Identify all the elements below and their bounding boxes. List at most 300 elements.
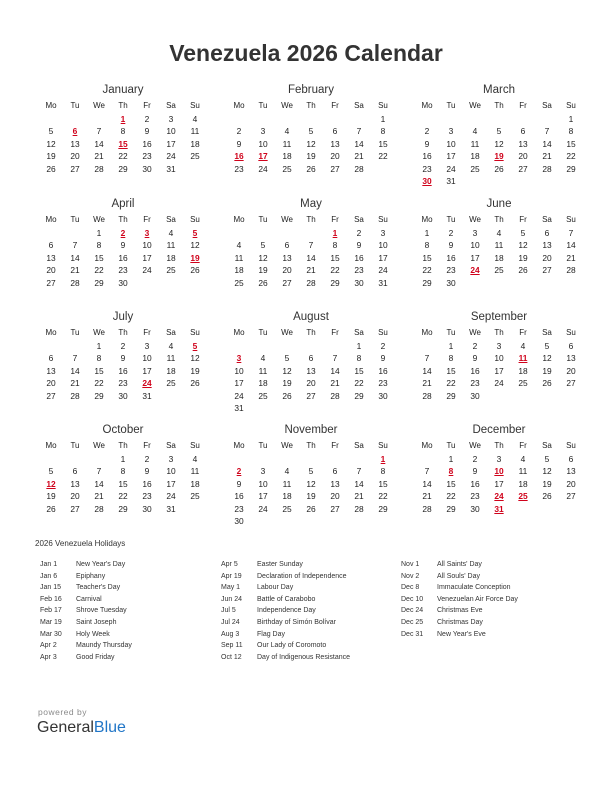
day-cell: 17	[166, 478, 176, 489]
weekday-header: Mo	[45, 441, 57, 450]
weekday-header: Fr	[143, 328, 151, 337]
empty-cell	[275, 113, 299, 126]
day-cell: 6	[332, 466, 338, 476]
weekday-header: We	[469, 215, 481, 224]
weekday-header: Su	[378, 101, 388, 110]
day-cell: 2	[144, 113, 150, 124]
day-cell: 1	[424, 227, 430, 238]
weekday-header: Th	[306, 441, 316, 450]
month-name: June	[486, 198, 512, 210]
holiday-name: Maundy Thursday	[76, 642, 132, 650]
day-cell: 15	[566, 138, 576, 149]
weekday-header: Tu	[258, 101, 268, 110]
weekday-header: Su	[378, 215, 388, 224]
weekday-header: Th	[306, 215, 316, 224]
powered-by-text: powered by	[38, 707, 87, 717]
empty-cell	[227, 453, 251, 466]
brand-logo-part2: Blue	[93, 719, 126, 736]
day-cell: 25	[494, 265, 504, 275]
day-cell: 7	[356, 466, 362, 476]
holiday-row	[401, 571, 581, 583]
day-cell: 12	[306, 138, 316, 149]
day-cell: 9	[380, 353, 386, 363]
holiday-date: Jan 6	[40, 572, 58, 580]
day-cell: 7	[96, 126, 102, 136]
weekday-header: We	[281, 215, 293, 224]
weekday-header: Th	[306, 328, 316, 337]
day-cell: 5	[48, 126, 54, 136]
day-cell: 10	[494, 353, 504, 363]
day-cell: 4	[260, 353, 266, 363]
day-cell: 10	[470, 240, 480, 250]
day-cell: 29	[94, 390, 104, 401]
day-cell: 29	[94, 277, 104, 288]
month-grid	[39, 327, 206, 402]
day-cell: 9	[424, 138, 430, 149]
day-cell: 10	[166, 126, 176, 136]
holiday-row	[40, 629, 220, 641]
day-cell: 9	[236, 478, 242, 489]
day-cell: 12	[282, 365, 292, 376]
day-cell: 18	[166, 252, 176, 263]
day-cell: 28	[542, 163, 552, 174]
day-cell: 20	[518, 151, 528, 161]
holiday-name: Venezuelan Air Force Day	[437, 595, 518, 603]
weekday-header: Tu	[258, 328, 268, 337]
holiday-date: Apr 3	[40, 653, 57, 661]
day-cell: 9	[120, 240, 126, 250]
holiday-date: Dec 10	[401, 595, 424, 603]
empty-cell	[227, 227, 251, 240]
day-cell: 20	[46, 265, 56, 275]
holiday-date: Nov 2	[401, 572, 420, 580]
day-cell: 13	[566, 353, 576, 363]
weekday-header: Th	[494, 441, 504, 450]
day-cell: 29	[446, 390, 456, 401]
day-cell: 5	[308, 126, 314, 136]
day-cell: 18	[166, 365, 176, 376]
holiday-name: Declaration of Independence	[257, 572, 347, 580]
day-cell: 23	[446, 265, 456, 275]
holiday-day-cell: 19	[190, 252, 200, 263]
day-cell: 28	[70, 277, 80, 288]
day-cell: 17	[446, 151, 456, 161]
day-cell: 27	[46, 277, 56, 288]
day-cell: 2	[120, 340, 126, 351]
day-cell: 30	[446, 277, 456, 288]
month-october	[40, 423, 206, 515]
day-cell: 22	[94, 378, 104, 388]
day-cell: 21	[542, 151, 552, 161]
day-cell: 3	[168, 113, 174, 124]
day-cell: 4	[496, 227, 502, 238]
holiday-date: Feb 16	[40, 595, 62, 603]
empty-cell	[87, 453, 111, 466]
day-cell: 16	[470, 478, 480, 489]
day-cell: 25	[190, 151, 200, 161]
day-cell: 15	[422, 252, 432, 263]
day-cell: 24	[234, 390, 244, 401]
holiday-day-cell: 24	[470, 265, 480, 275]
day-cell: 2	[424, 126, 430, 136]
holiday-row	[221, 617, 401, 629]
day-cell: 30	[234, 516, 244, 526]
day-cell: 9	[120, 353, 126, 363]
day-cell: 19	[542, 365, 552, 376]
day-cell: 15	[446, 478, 456, 489]
day-cell: 23	[118, 378, 128, 388]
day-cell: 25	[518, 378, 528, 388]
day-cell: 11	[190, 466, 200, 476]
weekday-header: Mo	[233, 101, 245, 110]
weekday-header: Fr	[331, 215, 339, 224]
holiday-row	[40, 652, 220, 664]
empty-cell	[299, 113, 323, 126]
weekday-header: Su	[378, 441, 388, 450]
day-cell: 6	[284, 240, 290, 250]
day-cell: 13	[70, 138, 80, 149]
day-cell: 10	[142, 240, 152, 250]
day-cell: 23	[470, 491, 480, 501]
day-cell: 6	[520, 126, 526, 136]
day-cell: 20	[330, 151, 340, 161]
day-cell: 8	[448, 353, 454, 363]
day-cell: 29	[330, 277, 340, 288]
month-december	[416, 423, 582, 515]
day-cell: 27	[282, 277, 292, 288]
month-name: January	[102, 84, 144, 96]
day-cell: 23	[142, 491, 152, 501]
day-cell: 17	[378, 252, 388, 263]
day-cell: 23	[354, 265, 364, 275]
holiday-day-cell: 1	[332, 227, 338, 238]
day-cell: 22	[330, 265, 340, 275]
weekday-header: Fr	[519, 101, 527, 110]
day-cell: 4	[192, 113, 198, 124]
day-cell: 7	[308, 240, 314, 250]
month-name: April	[111, 198, 135, 210]
day-cell: 25	[258, 390, 268, 401]
empty-cell	[299, 340, 323, 353]
day-cell: 15	[446, 365, 456, 376]
day-cell: 5	[520, 227, 526, 238]
day-cell: 3	[144, 340, 150, 351]
day-cell: 23	[470, 378, 480, 388]
day-cell: 22	[378, 491, 388, 501]
month-name: February	[287, 84, 335, 96]
day-cell: 31	[446, 176, 456, 186]
day-cell: 4	[520, 453, 526, 464]
weekday-header: Fr	[331, 101, 339, 110]
holiday-date: Dec 31	[401, 630, 424, 638]
day-cell: 26	[46, 503, 56, 514]
holiday-row	[401, 594, 581, 606]
day-cell: 24	[166, 151, 176, 161]
day-cell: 9	[144, 126, 150, 136]
holiday-name: New Year's Day	[76, 561, 126, 568]
holiday-date: Oct 12	[221, 653, 242, 661]
day-cell: 2	[144, 453, 150, 464]
holiday-date: Apr 2	[40, 642, 57, 650]
day-cell: 17	[234, 378, 244, 388]
day-cell: 19	[306, 491, 316, 501]
day-cell: 26	[542, 378, 552, 388]
holiday-row	[40, 605, 220, 617]
holiday-row	[40, 594, 220, 606]
weekday-header: We	[469, 101, 481, 110]
day-cell: 27	[330, 163, 340, 174]
day-cell: 8	[568, 126, 574, 136]
holiday-day-cell: 16	[234, 151, 244, 161]
day-cell: 22	[422, 265, 432, 275]
weekday-header: Su	[566, 215, 576, 224]
day-cell: 11	[190, 126, 200, 136]
day-cell: 24	[258, 163, 268, 174]
day-cell: 13	[46, 252, 56, 263]
weekday-header: Mo	[233, 441, 245, 450]
day-cell: 10	[258, 138, 268, 149]
day-cell: 15	[354, 365, 364, 376]
day-cell: 4	[192, 453, 198, 464]
holiday-column	[221, 559, 401, 663]
day-cell: 3	[380, 227, 386, 238]
day-cell: 28	[94, 163, 104, 174]
month-grid	[227, 440, 394, 528]
day-cell: 26	[306, 503, 316, 514]
brand-logo[interactable]	[37, 719, 126, 737]
day-cell: 1	[96, 340, 102, 351]
holiday-name: All Souls' Day	[437, 572, 480, 580]
day-cell: 29	[378, 503, 388, 514]
day-cell: 2	[236, 126, 242, 136]
day-cell: 20	[542, 252, 552, 263]
day-cell: 14	[542, 138, 552, 149]
day-cell: 14	[422, 478, 432, 489]
day-cell: 24	[258, 503, 268, 514]
day-cell: 3	[472, 227, 478, 238]
holiday-day-cell: 2	[236, 466, 242, 476]
weekday-header: Sa	[542, 101, 552, 110]
day-cell: 22	[118, 491, 128, 501]
empty-cell	[251, 340, 275, 353]
month-grid	[227, 327, 394, 415]
day-cell: 1	[96, 227, 102, 238]
day-cell: 25	[166, 378, 176, 388]
day-cell: 22	[446, 378, 456, 388]
day-cell: 14	[354, 138, 364, 149]
day-cell: 9	[236, 138, 242, 149]
day-cell: 28	[354, 163, 364, 174]
holiday-date: Feb 17	[40, 607, 62, 615]
holiday-column	[40, 559, 220, 663]
holiday-day-cell: 25	[518, 491, 528, 501]
holiday-date: Apr 5	[221, 561, 238, 568]
holiday-day-cell: 30	[422, 176, 432, 186]
day-cell: 13	[46, 365, 56, 376]
day-cell: 14	[354, 478, 364, 489]
day-cell: 14	[306, 252, 316, 263]
holiday-row	[40, 582, 220, 594]
holiday-row	[401, 582, 581, 594]
day-cell: 26	[282, 390, 292, 401]
day-cell: 4	[168, 227, 174, 238]
holiday-date: Apr 19	[221, 572, 242, 580]
day-cell: 28	[422, 503, 432, 514]
day-cell: 9	[356, 240, 362, 250]
day-cell: 1	[356, 340, 362, 351]
holiday-name: Independence Day	[257, 607, 316, 615]
day-cell: 16	[354, 252, 364, 263]
day-cell: 5	[544, 340, 550, 351]
day-cell: 25	[470, 163, 480, 174]
holiday-day-cell: 2	[120, 227, 126, 238]
day-cell: 6	[48, 240, 54, 250]
day-cell: 5	[544, 453, 550, 464]
day-cell: 27	[70, 163, 80, 174]
day-cell: 12	[518, 240, 528, 250]
day-cell: 23	[118, 265, 128, 275]
day-cell: 18	[234, 265, 244, 275]
day-cell: 25	[282, 163, 292, 174]
weekday-header: Su	[378, 328, 388, 337]
day-cell: 14	[70, 252, 80, 263]
weekday-header: Mo	[421, 328, 433, 337]
day-cell: 8	[380, 466, 386, 476]
day-cell: 27	[330, 503, 340, 514]
day-cell: 4	[236, 240, 242, 250]
day-cell: 14	[94, 478, 104, 489]
holiday-date: Dec 8	[401, 584, 420, 592]
holiday-date: Jul 24	[221, 618, 240, 626]
day-cell: 27	[306, 390, 316, 401]
day-cell: 11	[518, 466, 528, 476]
day-cell: 9	[472, 353, 478, 363]
day-cell: 27	[566, 491, 576, 501]
weekday-header: Sa	[354, 328, 364, 337]
month-name: October	[102, 424, 144, 436]
day-cell: 23	[142, 151, 152, 161]
holiday-name: Day of Indigenous Resistance	[257, 653, 350, 661]
holiday-day-cell: 3	[144, 227, 150, 238]
weekday-header: We	[281, 441, 293, 450]
day-cell: 8	[120, 466, 126, 476]
weekday-header: Fr	[143, 101, 151, 110]
weekday-header: Fr	[519, 328, 527, 337]
empty-cell	[39, 453, 63, 466]
holiday-row	[401, 605, 581, 617]
holiday-day-cell: 6	[72, 126, 78, 136]
day-cell: 2	[472, 340, 478, 351]
weekday-header: Tu	[446, 441, 456, 450]
day-cell: 20	[566, 365, 576, 376]
day-cell: 15	[118, 478, 128, 489]
weekday-header: We	[93, 328, 105, 337]
day-cell: 21	[94, 151, 104, 161]
day-cell: 13	[330, 138, 340, 149]
month-name: November	[284, 424, 338, 436]
day-cell: 27	[566, 378, 576, 388]
day-cell: 16	[378, 365, 388, 376]
day-cell: 21	[422, 491, 432, 501]
weekday-header: Su	[566, 101, 576, 110]
day-cell: 29	[118, 163, 128, 174]
day-cell: 19	[190, 365, 200, 376]
day-cell: 8	[120, 126, 126, 136]
day-cell: 11	[282, 478, 292, 489]
day-cell: 22	[118, 151, 128, 161]
day-cell: 6	[568, 453, 574, 464]
day-cell: 25	[190, 491, 200, 501]
month-february	[228, 83, 394, 175]
day-cell: 8	[424, 240, 430, 250]
holiday-date: Mar 19	[40, 618, 62, 626]
weekday-header: Tu	[258, 215, 268, 224]
month-august	[228, 310, 394, 415]
weekday-header: Mo	[421, 215, 433, 224]
weekday-header: We	[281, 328, 293, 337]
weekday-header: Su	[566, 441, 576, 450]
day-cell: 17	[258, 491, 268, 501]
day-cell: 19	[46, 151, 56, 161]
day-cell: 11	[166, 240, 176, 250]
day-cell: 30	[118, 277, 128, 288]
empty-cell	[299, 453, 323, 466]
day-cell: 20	[70, 151, 80, 161]
day-cell: 17	[142, 252, 152, 263]
holiday-row	[40, 571, 220, 583]
weekday-header: Mo	[421, 441, 433, 450]
day-cell: 31	[166, 163, 176, 174]
day-cell: 3	[260, 126, 266, 136]
day-cell: 3	[448, 126, 454, 136]
day-cell: 22	[446, 491, 456, 501]
empty-cell	[415, 340, 439, 353]
weekday-header: Fr	[519, 215, 527, 224]
holiday-day-cell: 1	[120, 113, 126, 124]
month-january	[40, 83, 206, 175]
day-cell: 5	[260, 240, 266, 250]
day-cell: 24	[166, 491, 176, 501]
day-cell: 20	[566, 478, 576, 489]
holiday-day-cell: 5	[192, 340, 198, 351]
day-cell: 17	[470, 252, 480, 263]
day-cell: 21	[70, 378, 80, 388]
day-cell: 4	[284, 466, 290, 476]
day-cell: 21	[70, 265, 80, 275]
day-cell: 22	[94, 265, 104, 275]
day-cell: 12	[190, 353, 200, 363]
day-cell: 9	[144, 466, 150, 476]
month-name: December	[472, 424, 526, 436]
holiday-date: May 1	[221, 584, 241, 592]
day-cell: 2	[472, 453, 478, 464]
day-cell: 30	[142, 163, 152, 174]
day-cell: 26	[46, 163, 56, 174]
day-cell: 19	[518, 252, 528, 263]
weekday-header: Su	[190, 441, 200, 450]
day-cell: 26	[258, 277, 268, 288]
day-cell: 4	[520, 340, 526, 351]
day-cell: 6	[544, 227, 550, 238]
day-cell: 1	[380, 113, 386, 124]
day-cell: 29	[354, 390, 364, 401]
holiday-date: Aug 3	[221, 630, 240, 638]
holiday-day-cell: 10	[494, 466, 504, 476]
holiday-name: Christmas Day	[437, 618, 483, 626]
weekday-header: We	[93, 215, 105, 224]
day-cell: 21	[306, 265, 316, 275]
day-cell: 11	[470, 138, 480, 149]
